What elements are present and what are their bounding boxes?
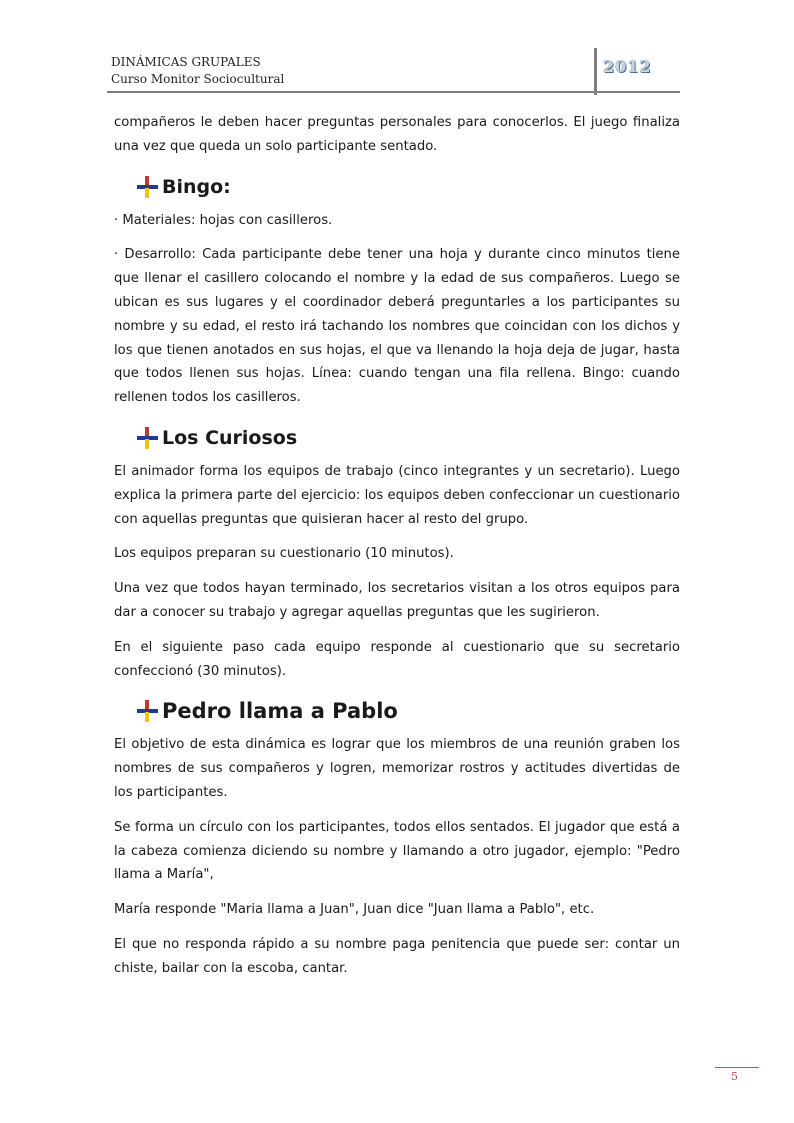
- header-subtitle: Curso Monitor Sociocultural: [111, 72, 285, 86]
- cross-bullet-icon: [137, 700, 158, 722]
- section-heading-text: Bingo:: [162, 175, 231, 198]
- section-heading-pedro-llama-a-pablo: [137, 698, 680, 724]
- paragraph: · Materiales: hojas con casilleros.: [114, 212, 333, 228]
- paragraph: En el siguiente paso cada equipo responde al cuestionario que su secretario confeccionó (30 minutos).: [114, 639, 680, 679]
- section-heading-los-curiosos: [137, 425, 680, 451]
- paragraph: · Desarrollo: Cada participante debe tener una hoja y durante cinco minutos tiene que llenar el casillero colocando el nombre y la edad de sus compañeros. Luego se ubican es sus lugares y el coordinador deberá preguntarles a los participantes su nombre y su edad, el resto irá tachando los nombres que coincidan con los dichos y los que tienen anotados en sus hojas, el que va llenando la hoja deja de jugar, hasta que todos llenen sus hojas. Línea: cuando tengan una fila rellena. Bingo: cuando rellenen todos los casilleros.: [114, 247, 680, 406]
- paragraph: María responde "Maria llama a Juan", Juan dice "Juan llama a Pablo", etc.: [114, 902, 595, 918]
- page-content: [114, 111, 680, 992]
- paragraph: El que no responda rápido a su nombre paga penitencia que puede ser: contar un chiste, bailar con la escoba, cantar.: [114, 936, 680, 976]
- paragraph: Una vez que todos hayan terminado, los secretarios visitan a los otros equipos para dar a conocer su trabajo y agregar aquellas preguntas que les sugirieron.: [114, 581, 680, 620]
- paragraph: El animador forma los equipos de trabajo (cinco integrantes y un secretario). Luego explica la primera parte del ejercicio: los equipos deben confeccionar un cuestionario con aquellas preguntas que quisieran hacer al resto del grupo.: [114, 463, 680, 527]
- header-title: DINÁMICAS GRUPALES: [111, 55, 261, 69]
- section-heading-text: Pedro llama a Pablo: [162, 699, 398, 724]
- cross-bullet-icon: [137, 427, 158, 449]
- header-titles: [111, 54, 284, 88]
- header-year: 2012: [603, 57, 652, 76]
- page-header: [107, 48, 680, 94]
- header-rule: [107, 91, 680, 93]
- cross-bullet-icon: [137, 176, 158, 198]
- section-heading-text: Los Curiosos: [162, 426, 298, 449]
- header-divider: [594, 48, 597, 95]
- paragraph: Se forma un círculo con los participantes, todos ellos sentados. El jugador que está a la cabeza comienza diciendo su nombre y llamando a otro jugador, ejemplo: "Pedro llama a María",: [114, 819, 680, 883]
- intro-paragraph: compañeros le deben hacer preguntas personales para conocerlos. El juego finaliza una vez que queda un solo participante sentado.: [114, 115, 680, 154]
- section-heading-bingo: [137, 174, 680, 200]
- paragraph: Los equipos preparan su cuestionario (10 minutos).: [114, 546, 454, 562]
- page-number: 5: [731, 1070, 738, 1083]
- paragraph: El objetivo de esta dinámica es lograr que los miembros de una reunión graben los nombres de sus compañeros y logren, memorizar rostros y actitudes divertidas de los participantes.: [114, 737, 680, 800]
- footer-rule: [715, 1067, 759, 1068]
